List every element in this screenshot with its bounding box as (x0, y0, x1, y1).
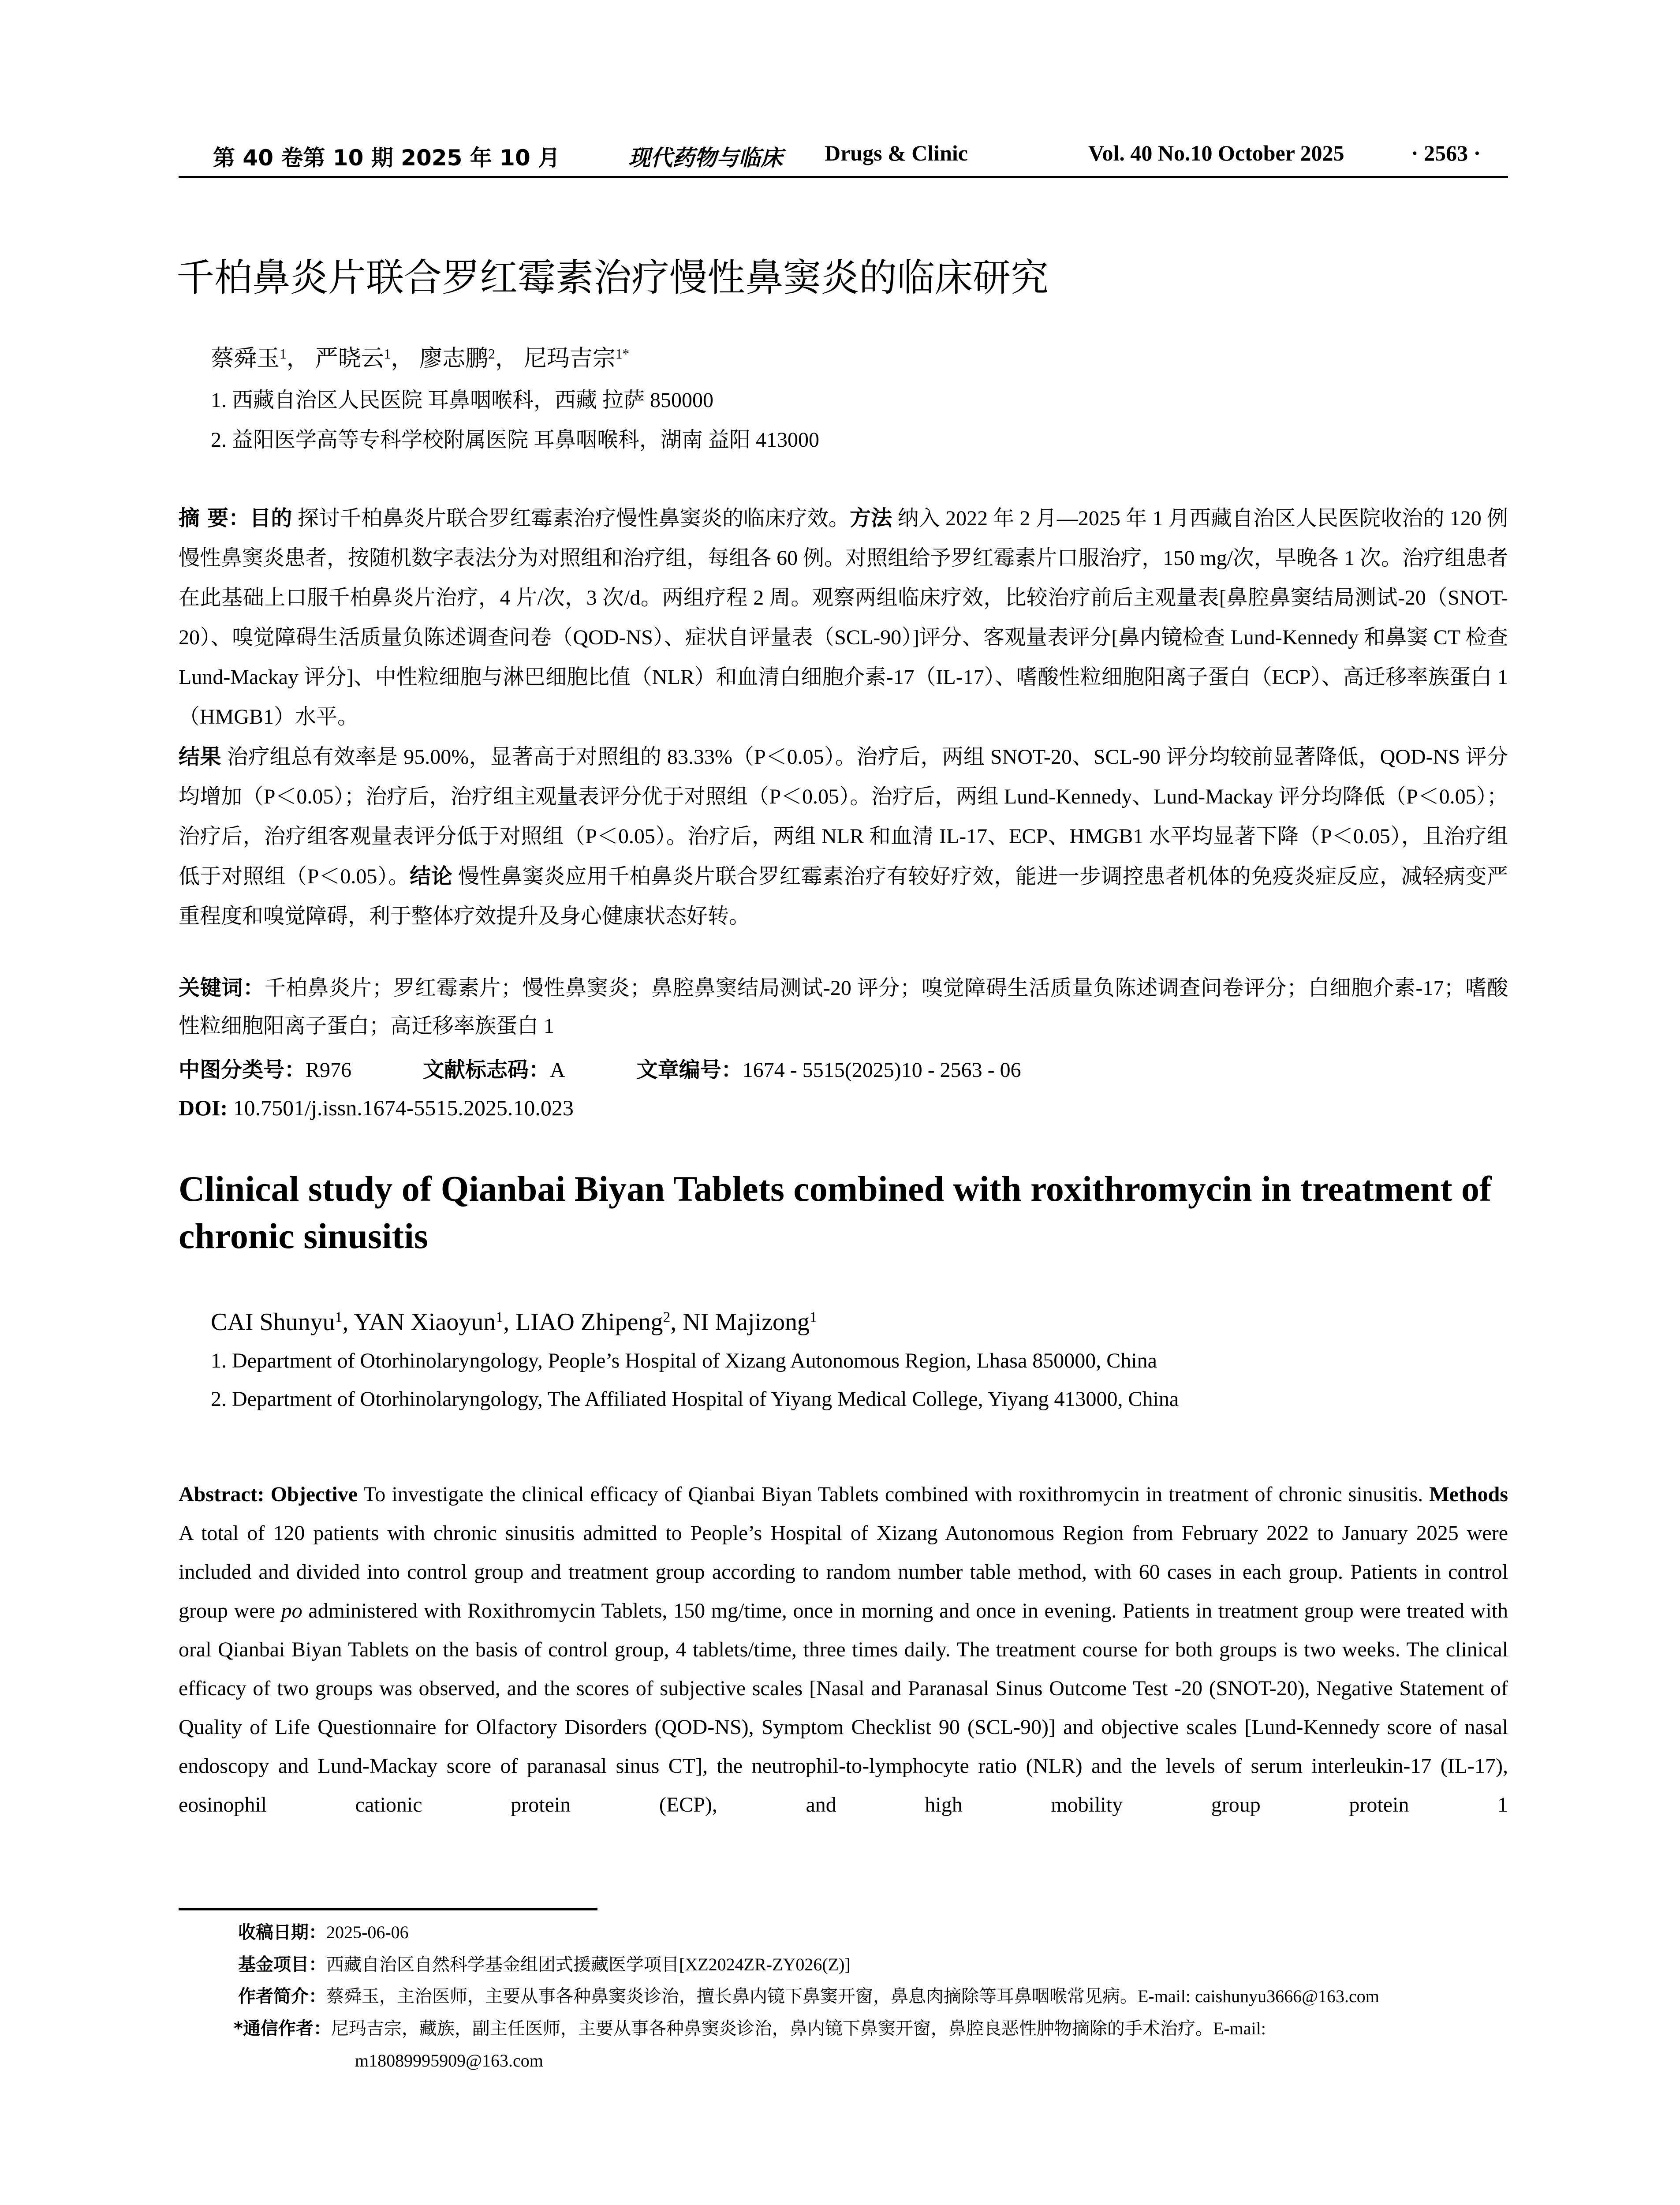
abstract-en-label: Abstract: Objective (179, 1483, 358, 1506)
footnote-bio (238, 1983, 1379, 2010)
fund-text: 西藏自治区自然科学基金组团式援藏医学项目[XZ2024ZR-ZY026(Z)] (326, 1955, 851, 1974)
author-separator: , (670, 1308, 683, 1336)
authors-cn (211, 340, 629, 373)
author-affil-mark: 1 (280, 346, 287, 362)
objective-text: 探讨千柏鼻炎片联合罗红霉素治疗慢性鼻窦炎的临床疗效。 (292, 507, 850, 530)
classification-row (179, 1051, 1087, 1089)
author-affil-mark: 1 (496, 1309, 504, 1326)
author-cn: 尼玛吉宗 (523, 346, 616, 371)
title-cn: 千柏鼻炎片联合罗红霉素治疗慢性鼻窦炎的临床研究 (176, 256, 1049, 300)
authors-en (211, 1308, 817, 1336)
methods-label: 方法 (850, 506, 892, 531)
doi-line (179, 1089, 574, 1127)
header-journal-cn: 现代药物与临床 (628, 145, 783, 171)
methods-en-text-cont: administered with Roxithromycin Tablets, 150 mg/time, once in morning and once in evening. Patients in treatment group were treated with oral Qianbai Biyan Tablets on the basis of control group, 4 tablets/time, three times daily. The treatment course for both groups is two weeks. The clinical efficacy of two groups was observed, and the scores of subjective scales [Nasal and Paranasal Sinus Outcome Test -20 (SNOT-20), Negative Statement of Quality of Life Questionnaire for Olfactory Disorders (QOD-NS), Symptom Checklist 90 (SCL-90)] and objective scales [Lund-Kennedy score of nasal endoscopy and Lund-Mackay score of paranasal sinus CT], the neutrophil-to-lymphocyte ratio (NLR) and the levels of serum interleukin-17 (IL-17), eosinophil cationic protein (ECP), and high mobility group protein 1 (179, 1599, 1508, 1816)
author-en: CAI Shunyu (211, 1308, 335, 1336)
author-separator: , (342, 1308, 354, 1336)
objective-label: 目的 (250, 506, 292, 531)
received-date: 2025-06-06 (326, 1922, 409, 1942)
clc-value: R976 (306, 1058, 352, 1082)
author-affil-mark: 1 (335, 1309, 343, 1326)
header-volume-cn: 第 40 卷第 10 期 2025 年 10 月 (213, 145, 560, 171)
header-volume-en: Vol. 40 No.10 October 2025 (1088, 141, 1344, 165)
title-en: Clinical study of Qianbai Biyan Tablets combined with roxithromycin in treatment of chronic sinusitis (179, 1169, 1492, 1256)
author-en: LIAO Zhipeng (515, 1308, 663, 1336)
doi-label: DOI: (179, 1095, 228, 1120)
author-affil-mark: 2 (663, 1309, 671, 1326)
objective-en-text: To investigate the clinical efficacy of Qianbai Biyan Tablets combined with roxithromycin in treatment of chronic sinusitis. (358, 1483, 1430, 1506)
author-affil-mark: 1 (809, 1309, 817, 1326)
corr-text: 尼玛吉宗，藏族，副主任医师，主要从事各种鼻窦炎诊治，鼻内镜下鼻窦开窗，鼻腔良恶性肿物摘除的手术治疗。E-mail: (331, 2018, 1266, 2038)
corr-label: *通信作者： (234, 2018, 331, 2039)
results-text: 治疗组总有效率是 95.00%，显著高于对照组的 83.33%（P＜0.05）。治疗后，两组 SNOT-20、SCL-90 评分均较前显著降低，QOD-NS 评分均增加（P＜0.05）；治疗后，治疗组主观量表评分优于对照组（P＜0.05）。治疗后，两组 Lund-Kennedy、Lund-Mackay 评分均降低（P＜0.05）；治疗后，治疗组客观量表评分低于对照组（P＜0.05）。治疗后，两组 NLR 和血清 IL-17、ECP、HMGB1 水平均显著下降（P＜0.05），且治疗组低于对照组（P＜0.05）。 (179, 745, 1508, 888)
author-en: NI Majizong (683, 1308, 810, 1336)
results-label: 结果 (179, 744, 222, 769)
footnote-rule (179, 1908, 597, 1910)
header-rule (179, 176, 1508, 178)
keywords-text: 千柏鼻炎片；罗红霉素片；慢性鼻窦炎；鼻腔鼻窦结局测试-20 评分；嗅觉障碍生活质量负陈述调查问卷评分；白细胞介素-17；嗜酸性粒细胞阳离子蛋白；高迁移率族蛋白 1 (179, 976, 1508, 1038)
affiliation-cn-1: 1. 西藏自治区人民医院 耳鼻咽喉科，西藏 拉萨 850000 (211, 389, 714, 412)
methods-text: 纳入 2022 年 2 月—2025 年 1 月西藏自治区人民医院收治的 120 例慢性鼻窦炎患者，按随机数字表法分为对照组和治疗组，每组各 60 例。对照组给予罗红霉素片口服治疗，150 mg/次，早晚各 1 次。治疗组患者在此基础上口服千柏鼻炎片治疗，4 片/次，3 次/d。两组疗程 2 周。观察两组临床疗效，比较治疗前后主观量表[鼻腔鼻窦结局测试-20（SNOT-20）、嗅觉障碍生活质量负陈述调查问卷（QOD-NS）、症状自评量表（SCL-90）]评分、客观量表评分[鼻内镜检查 Lund-Kennedy 和鼻窦 CT 检查 Lund-Mackay 评分]、中性粒细胞与淋巴细胞比值（NLR）和血清白细胞介素-17（IL-17）、嗜酸性粒细胞阳离子蛋白（ECP）、高迁移率族蛋白 1（HMGB1）水平。 (179, 507, 1508, 729)
header-journal-en: Drugs & Clinic (825, 141, 968, 165)
footnote-fund (238, 1951, 851, 1978)
clc-label: 中图分类号： (179, 1058, 306, 1082)
footnote-corresponding (234, 2015, 1266, 2042)
author-separator: ， (286, 346, 310, 371)
author-affil-mark: 1 (384, 346, 391, 362)
corr-email[interactable]: m18089995909@163.com (355, 2051, 543, 2070)
author-cn: 严晓云 (315, 346, 384, 371)
received-label: 收稿日期： (238, 1922, 326, 1943)
fund-label: 基金项目： (238, 1955, 326, 1975)
bio-label: 作者简介： (238, 1986, 326, 2007)
methods-en-text: A total of 120 patients with chronic sinusitis admitted to People’s Hospital of Xizang Autonomous Region from February 2022 to January 2025 were included and divided into control group and treatment group according to random number table method, with 60 cases in each group. Patients in control group were (179, 1521, 1508, 1622)
running-header (179, 140, 1508, 176)
affiliation-cn-2: 2. 益阳医学高等专科学校附属医院 耳鼻咽喉科，湖南 益阳 413000 (211, 428, 820, 452)
article-no-label: 文章编号： (636, 1058, 743, 1082)
doc-code-value: A (550, 1058, 565, 1082)
affiliation-en-2: 2. Department of Otorhinolaryngology, The Affiliated Hospital of Yiyang Medical College, Yiyang 413000, China (211, 1387, 1179, 1411)
methods-en-label: Methods (1429, 1483, 1508, 1506)
keywords-label: 关键词： (179, 975, 265, 1000)
author-en: YAN Xiaoyun (354, 1308, 496, 1336)
author-separator: ， (495, 346, 518, 371)
header-page-number: · 2563 · (1411, 141, 1481, 165)
article-no-value: 1674 - 5515(2025)10 - 2563 - 06 (742, 1058, 1021, 1082)
bio-text: 蔡舜玉，主治医师，主要从事各种鼻窦炎诊治，擅长鼻内镜下鼻窦开窗，鼻息肉摘除等耳鼻咽喉常见病。E-mail: caishunyu3666@163.com (326, 1986, 1379, 2006)
author-cn: 廖志鹏 (419, 346, 489, 371)
abstract-label: 摘 要： (179, 506, 250, 531)
conclusion-label: 结论 (410, 864, 453, 889)
abstract-cn (179, 498, 1508, 936)
affiliation-en-1: 1. Department of Otorhinolaryngology, People’s Hospital of Xizang Autonomous Region, Lhasa 850000, China (211, 1349, 1157, 1372)
author-affil-mark: 2 (488, 346, 495, 362)
po-term: po (281, 1599, 302, 1622)
author-cn: 蔡舜玉 (211, 346, 280, 371)
doi-value[interactable]: 10.7501/j.issn.1674-5515.2025.10.023 (228, 1095, 574, 1120)
doc-code-label: 文献标志码： (423, 1058, 550, 1082)
author-separator: ， (391, 346, 414, 371)
abstract-en (179, 1475, 1508, 1824)
conclusion-text: 慢性鼻窦炎应用千柏鼻炎片联合罗红霉素治疗有较好疗效，能进一步调控患者机体的免疫炎症反应，减轻病变严重程度和嗅觉障碍，利于整体疗效提升及身心健康状态好转。 (179, 865, 1508, 928)
author-affil-mark: 1* (615, 346, 630, 362)
author-separator: , (503, 1308, 516, 1336)
keywords-cn (179, 969, 1508, 1045)
footnote-received (238, 1919, 409, 1946)
